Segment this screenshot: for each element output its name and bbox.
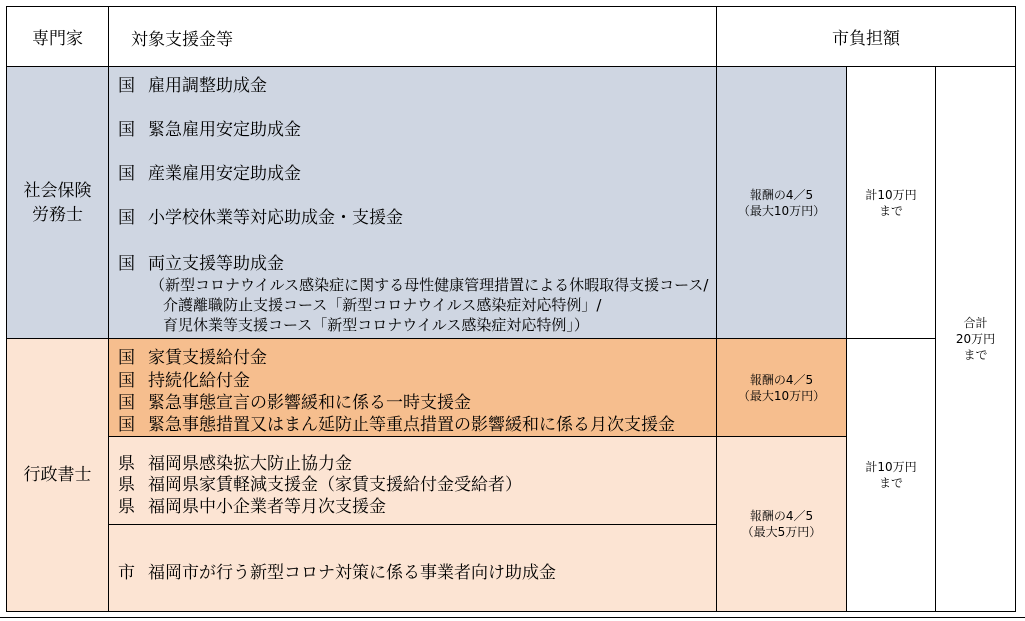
gyosei-national-rate-line2: （最大10万円） — [737, 388, 826, 403]
header-subsidies — [108, 6, 717, 67]
gyosei-local-rate-cell — [716, 436, 847, 612]
sharoushi-rate-line1: 報酬の4／5 — [749, 187, 814, 202]
sharoushi-rate-cell — [716, 66, 847, 339]
sharoushi-label-line1: 社会保険 — [23, 180, 92, 201]
gyosei-label-cell — [6, 338, 109, 612]
bottom-rule — [0, 617, 1025, 618]
sharoushi-total-line1: 計10万円 — [865, 187, 917, 202]
sharoushi-label-cell — [6, 66, 109, 339]
header-subsidies-text: 対象支援金等 — [131, 30, 233, 50]
gyosei-local-rate-line1: 報酬の4／5 — [749, 509, 814, 523]
gyosei-total-cell — [846, 338, 936, 612]
sharoushi-item: 国 両立支援等助成金 — [118, 254, 284, 274]
header-expert-text: 専門家 — [32, 29, 83, 49]
gyosei-national-item: 国 緊急事態宣言の影響緩和に係る一時支援金 — [118, 393, 471, 413]
sharoushi-total-line2: まで — [878, 203, 903, 218]
gyosei-national-item: 国 緊急事態措置又はまん延防止等重点措置の影響緩和に係る月次支援金 — [118, 415, 675, 435]
sharoushi-item: 国 小学校休業等対応助成金・支援金 — [118, 208, 403, 228]
gyosei-national-item: 国 家賃支援給付金 — [118, 348, 267, 368]
gyosei-label: 行政書士 — [23, 465, 92, 485]
gyosei-national-rate-line1: 報酬の4／5 — [749, 372, 814, 387]
gyosei-total-line2: まで — [878, 476, 903, 490]
sharoushi-total-cell — [846, 66, 936, 339]
header-city-burden — [716, 6, 1016, 67]
gyosei-local-rate-line2: （最大5万円） — [741, 525, 822, 539]
gyosei-total-line1: 計10万円 — [865, 460, 917, 474]
gyosei-prefecture-item: 県 福岡県家賃軽減支援金（家賃支援給付金受給者） — [118, 475, 522, 495]
grand-total-cell — [935, 66, 1016, 612]
grand-total-line3: まで — [963, 348, 988, 362]
sharoushi-item: 国 雇用調整助成金 — [118, 76, 267, 96]
gyosei-prefecture-item: 県 福岡県感染拡大防止協力金 — [118, 454, 352, 474]
gyosei-prefecture-item: 県 福岡県中小企業者等月次支援金 — [118, 497, 386, 517]
gyosei-national-rate-cell — [716, 338, 847, 437]
sharoushi-note-line: （新型コロナウイルス感染症に関する母性健康管理措置による休暇取得支援コース/ — [150, 276, 709, 294]
grand-total-line1: 合計 — [963, 316, 988, 330]
grand-total-line2: 20万円 — [955, 332, 996, 346]
sharoushi-rate-line2: （最大10万円） — [737, 203, 826, 218]
sharoushi-note-line: 育児休業等支援コース「新型コロナウイルス感染症対応特例」） — [163, 316, 589, 334]
header-city-burden-text: 市負担額 — [832, 29, 900, 49]
sharoushi-note-line: 介護離職防止支援コース「新型コロナウイルス感染症対応特例」/ — [163, 296, 602, 314]
header-expert — [6, 6, 109, 67]
gyosei-city-item: 市 福岡市が行う新型コロナ対策に係る事業者向け助成金 — [118, 563, 556, 583]
sharoushi-item: 国 産業雇用安定助成金 — [118, 164, 301, 184]
sharoushi-item: 国 緊急雇用安定助成金 — [118, 120, 301, 140]
gyosei-national-item: 国 持続化給付金 — [118, 371, 250, 391]
sharoushi-label-line2: 労務士 — [32, 204, 83, 225]
